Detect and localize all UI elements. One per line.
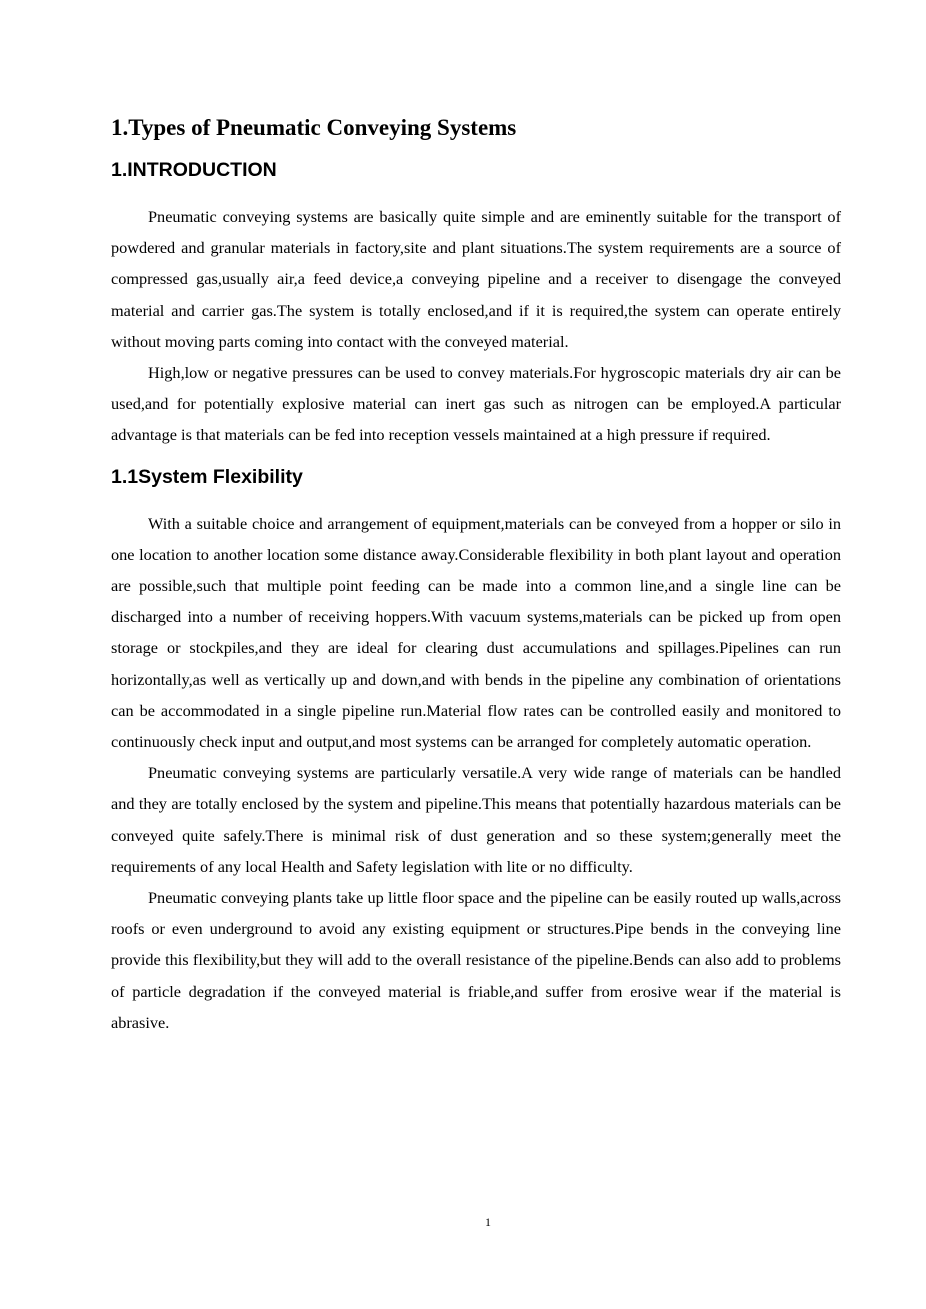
section-heading-introduction: 1.INTRODUCTION xyxy=(111,159,277,181)
paragraph: With a suitable choice and arrangement of equipment,materials can be conveyed from a hopper or silo in one location to another location some distance away.Considerable flexibility in both plant layout and operation are possible,such that multiple point feeding can be made into a common line,and a single line can be discharged into a number of receiving hoppers.With vacuum systems,materials can be picked up from open storage or stockpiles,and they are ideal for clearing dust accumulations and spillages.Pipelines can run horizontally,as well as vertically up and down,and with bends in the pipeline any combination of orientations can be accommodated in a single pipeline run.Material flow rates can be controlled easily and monitored to continuously check input and output,and most systems can be arranged for completely automatic operation. xyxy=(111,513,841,752)
paragraph: Pneumatic conveying systems are particularly versatile.A very wide range of materials can be handled and they are totally enclosed by the system and pipeline.This means that potentially hazardous materials can be conveyed quite safely.There is minimal risk of dust generation and so these system;generally meet the requirements of any local Health and Safety legislation with lite or no difficulty. xyxy=(111,763,841,876)
section-heading-system-flexibility: 1.1System Flexibility xyxy=(111,465,303,488)
paragraph: Pneumatic conveying systems are basically quite simple and are eminently suitable for the transport of powdered and granular materials in factory,site and plant situations.The system requirements are a source of compressed gas,usually air,a feed device,a conveying pipeline and a receiver to disengage the conveyed material and carrier gas.The system is totally enclosed,and if it is required,the system can operate entirely without moving parts coming into contact with the conveyed material. xyxy=(111,207,841,351)
page-body xyxy=(111,112,841,1038)
page-number: 1 xyxy=(485,1215,491,1229)
paragraph: High,low or negative pressures can be used to convey materials.For hygroscopic materials dry air can be used,and for potentially explosive material can inert gas such as nitrogen can be employed.A particular advantage is that materials can be fed into reception vessels maintained at a high pressure if required. xyxy=(111,363,841,445)
document-title: 1.Types of Pneumatic Conveying Systems xyxy=(111,115,517,140)
paragraph: Pneumatic conveying plants take up little floor space and the pipeline can be easily routed up walls,across roofs or even underground to avoid any existing equipment or structures.Pipe bends in the conveying line provide this flexibility,but they will add to the overall resistance of the pipeline.Bends can also add to problems of particle degradation if the conveyed material is friable,and suffer from erosive wear if the material is abrasive. xyxy=(111,888,841,1032)
